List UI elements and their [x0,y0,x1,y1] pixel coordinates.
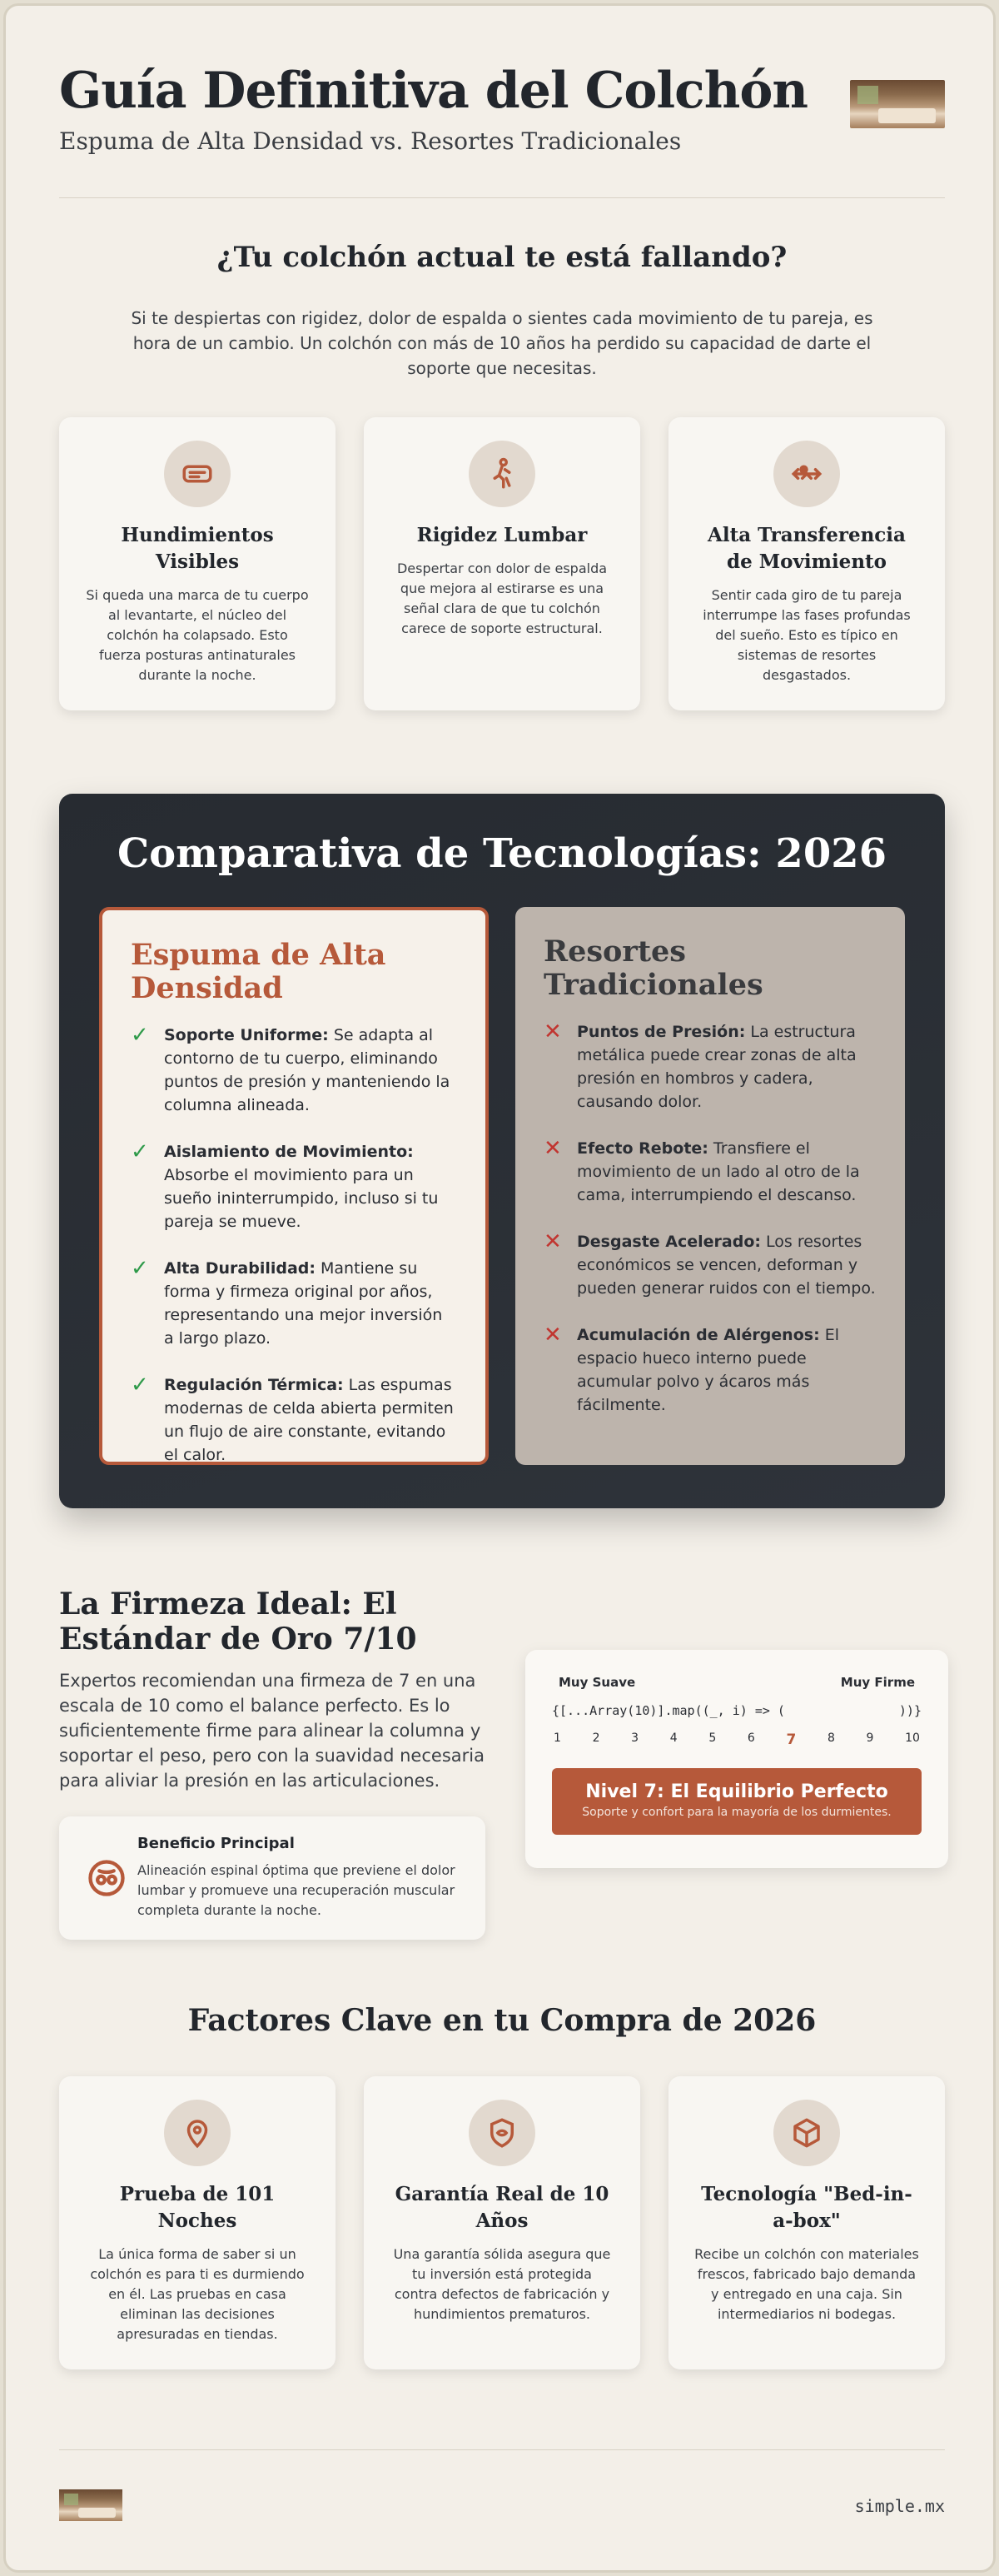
scale-min-label: Muy Suave [559,1675,636,1690]
problem-title: Alta Transferencia de Movimiento [708,524,906,573]
problem-title: Rigidez Lumbar [416,524,588,546]
factors-heading: Factores Clave en tu Compra de 2026 [187,2003,817,2038]
scale-code-left: {[...Array(10)].map((_, i) => ( [552,1703,785,1718]
feature-text: Absorbe el movimiento para un sueño ininterrumpido, incluso si tu pareja se mueve. [164,1166,439,1231]
factor-card [364,2076,640,2369]
firmness-highlight [552,1768,922,1835]
intro-section [59,241,945,381]
foam-column [99,907,489,1465]
motion-transfer-icon [773,441,840,507]
problem-text: Si queda una marca de tu cuerpo al levantarte, el núcleo del colchón ha colapsado. Esto fuerza posturas antinaturales durante la noche. [86,587,309,683]
feature-label: Desgaste Acelerado: [577,1233,761,1251]
location-pin-icon [164,2100,231,2166]
problem-card [59,417,335,710]
feature-text: La estructura metálica puede crear zonas de alta presión en hombros y cadera, causando dolor. [577,1023,857,1111]
factor-card [668,2076,945,2369]
highlight-title: Nivel 7: El Equilibrio Perfecto [585,1781,888,1802]
feature-text: Transfiere el movimiento de un lado al otro de la cama, interrumpiendo el descanso. [577,1139,860,1204]
page [3,3,996,2573]
problem-text: Sentir cada giro de tu pareja interrumpe las fases profundas del sueño. Esto es típico en sistemas de resortes desgastados. [703,587,911,683]
factor-text: La única forma de saber si un colchón es para ti es durmiendo en él. Las pruebas en casa eliminan las decisiones apresuradas en tiendas. [90,2246,305,2342]
feature-text: Mantiene su forma y firmeza original por años, representando una mejor inversión a largo plazo. [164,1259,443,1348]
springs-title: Resortes Tradicionales [544,934,763,1002]
feature-label: Aislamiento de Movimiento: [164,1143,414,1161]
factor-text: Recibe un colchón con materiales frescos, fabricado bajo demanda y entregado en una caja. Sin intermediarios ni bodegas. [694,2246,919,2322]
scale-number: 5 [708,1731,717,1745]
springs-feature [544,1137,877,1207]
highlight-subtitle: Soporte y confort para la mayoría de los durmientes. [582,1806,892,1819]
page-subtitle: Espuma de Alta Densidad vs. Resortes Tradicionales [59,127,682,155]
firmness-scale-card [525,1650,948,1868]
scale-number: 3 [631,1731,639,1745]
scale-number: 9 [866,1731,874,1745]
scale-number: 10 [905,1731,920,1745]
springs-feature [544,1230,877,1300]
benefit-card [59,1816,485,1940]
cross-icon: ✕ [544,1323,562,1348]
foam-title: Espuma de Alta Densidad [131,938,386,1005]
scale-number: 1 [554,1731,561,1745]
feature-label: Alta Durabilidad: [164,1259,316,1278]
shield-icon [469,2100,535,2166]
problem-text: Despertar con dolor de espalda que mejora al estirarse es una señal clara de que tu colchón carece de soporte estructural. [396,561,608,636]
back-pain-icon [469,441,535,507]
footer-bedroom-image [59,2489,122,2521]
scale-number: 6 [747,1731,755,1745]
scale-numbers [552,1731,922,1748]
springs-feature [544,1020,877,1114]
foam-feature [131,1140,457,1233]
factor-title: Tecnología "Bed-in-a-box" [701,2183,912,2232]
header [59,57,945,157]
firmness-heading: La Firmeza Ideal: El Estándar de Oro 7/10 [59,1587,417,1657]
footer-divider [59,2449,945,2450]
mattress-icon [164,441,231,507]
page-title: Guía Definitiva del Colchón [59,62,808,120]
check-icon: ✓ [131,1139,149,1164]
check-icon: ✓ [131,1256,149,1281]
footer [59,2488,945,2521]
factor-title: Prueba de 101 Noches [119,2183,276,2232]
springs-feature [544,1323,877,1417]
cross-icon: ✕ [544,1136,562,1161]
feature-text: Se adapta al contorno de tu cuerpo, eliminando puntos de presión y manteniendo la columna alineada. [164,1026,450,1114]
box-icon [773,2100,840,2166]
scale-code-right: ))} [898,1703,922,1718]
feature-text: Los resortes económicos se vencen, deforman y pueden generar ruidos con el tiempo. [577,1233,876,1298]
firmness-section [59,1587,485,1940]
scale-number: 4 [669,1731,678,1745]
intro-text: Si te despiertas con rigidez, dolor de espalda o sientes cada movimiento de tu pareja, es hora de un cambio. Un colchón con más de 10 años ha perdido su capacidad de darte el soporte que necesitas. [131,308,873,378]
cross-icon: ✕ [544,1019,562,1044]
firmness-text: Expertos recomiendan una firmeza de 7 en una escala de 10 como el balance perfecto. Es lo suficientemente firme para alinear la columna y soportar el peso, pero con la suavidad necesaria para aliviar la presión en las articulaciones. [59,1671,485,1791]
factor-text: Una garantía sólida asegura que tu inversión está protegida contra defectos de fabricación y hundimientos prematuros. [393,2246,611,2322]
check-icon: ✓ [131,1373,149,1398]
intro-heading: ¿Tu colchón actual te está fallando? [216,241,788,274]
check-icon: ✓ [131,1023,149,1048]
factor-cards [59,2076,945,2369]
cross-icon: ✕ [544,1229,562,1254]
feature-label: Regulación Térmica: [164,1376,344,1394]
scale-max-label: Muy Firme [840,1675,915,1690]
feature-label: Puntos de Presión: [577,1023,746,1041]
comparison-heading: Comparativa de Tecnologías: 2026 [117,830,887,877]
problem-cards [59,417,945,710]
factor-title: Garantía Real de 10 Años [395,2183,609,2232]
scale-number: 2 [592,1731,600,1745]
problem-title: Hundimientos Visibles [121,524,274,573]
feature-text: El espacio hueco interno puede acumular polvo y ácaros más fácilmente. [577,1326,839,1414]
header-bedroom-image [850,80,945,128]
foam-feature [131,1373,457,1467]
feature-text: Las espumas modernas de celda abierta permiten un flujo de aire constante, evitando el calor. [164,1376,454,1464]
problem-card [668,417,945,710]
spine-icon [76,1835,137,1921]
footer-brand[interactable]: simple.mx [854,2496,945,2516]
feature-label: Soporte Uniforme: [164,1026,329,1044]
comparison-panel [59,794,945,1508]
factor-card [59,2076,335,2369]
scale-number-selected: 7 [786,1731,797,1748]
benefit-title: Beneficio Principal [137,1835,295,1852]
springs-column [515,907,905,1465]
problem-card [364,417,640,710]
foam-feature [131,1257,457,1350]
feature-label: Acumulación de Alérgenos: [577,1326,820,1344]
feature-label: Efecto Rebote: [577,1139,708,1158]
scale-number: 8 [827,1731,835,1745]
factors-section [59,2003,945,2038]
benefit-text: Alineación espinal óptima que previene el dolor lumbar y promueve una recuperación muscular completa durante la noche. [137,1862,455,1918]
header-divider [59,197,945,198]
foam-feature [131,1024,457,1117]
